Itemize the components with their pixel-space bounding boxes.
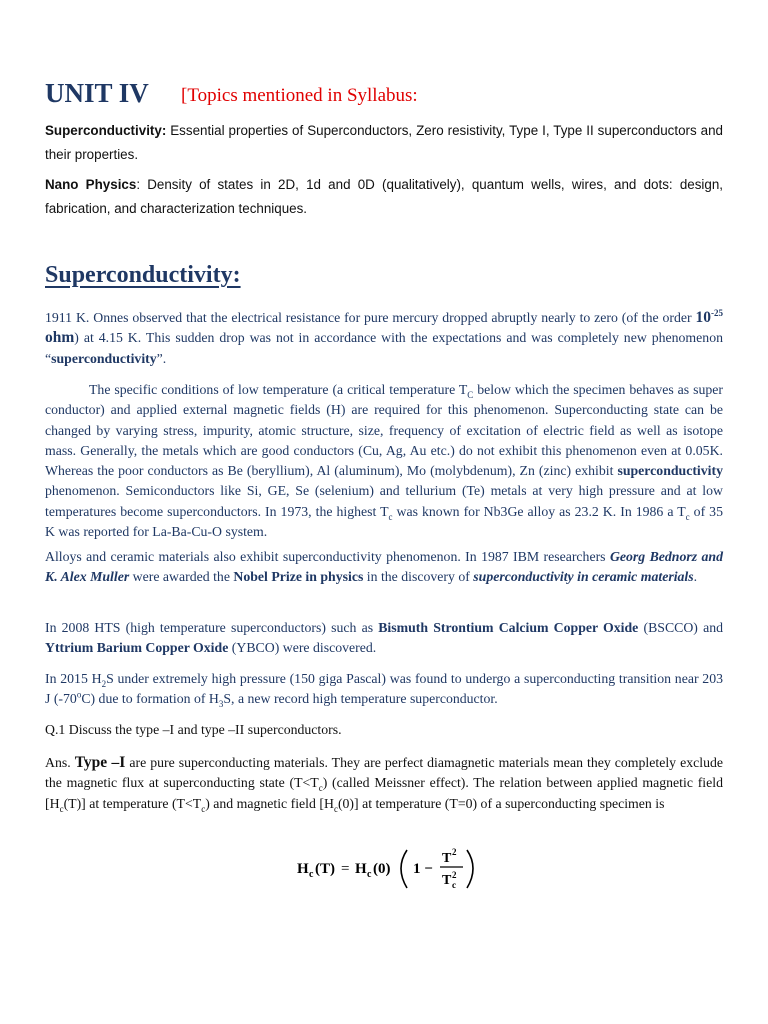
type-label: Type –I bbox=[74, 754, 126, 771]
text: are pure superconducting materials. They are perfect diamagnetic materials mean they completely exclude the magnetic flux at superconducting state (T<T bbox=[45, 755, 723, 791]
formula-num-sup: 2 bbox=[452, 847, 457, 857]
unit-header bbox=[45, 78, 723, 118]
paragraph-ceramics bbox=[45, 547, 723, 588]
text: S, a new record high temperature superconductor. bbox=[223, 691, 498, 707]
syllabus-nano-text: : Density of states in 2D, 1d and 0D (qualitatively), quantum wells, wires, and dots: design, fabrication, and characterization techniques. bbox=[45, 177, 723, 216]
term-superconductivity: superconductivity bbox=[51, 350, 157, 366]
text: In 2008 HTS (high temperature superconductors) such as bbox=[45, 620, 379, 635]
topics-label: [Topics mentioned in Syllabus: bbox=[181, 85, 418, 106]
text: Alloys and ceramic materials also exhibit superconductivity phenomenon. In 1987 IBM researchers bbox=[45, 549, 610, 564]
discovery: superconductivity in ceramic materials bbox=[473, 569, 694, 585]
text: The specific conditions of low temperature (a critical temperature T bbox=[89, 382, 468, 397]
unit-title: UNIT IV bbox=[45, 78, 149, 108]
syllabus-nano-physics bbox=[45, 173, 723, 221]
syllabus-nano-label: Nano Physics bbox=[45, 177, 137, 192]
text: ) (called Meissner effect). The relation between applied magnetic field [H bbox=[45, 775, 723, 811]
ans-label: Ans. bbox=[45, 755, 75, 770]
exponent: -25 bbox=[711, 307, 723, 318]
formula-den-sub: c bbox=[452, 880, 456, 890]
paragraph-h2s bbox=[45, 669, 723, 710]
nobel-prize: Nobel Prize in physics bbox=[233, 569, 364, 585]
text: ) at 4.15 K. This sudden drop was not in accordance with the expectations and was completely new phenomenon “ bbox=[45, 330, 723, 366]
text: phenomenon. Semiconductors like Si, GE, Se (selenium) and tellurium (Te) metals at very high pressure and at low temperatures become superconductors. In 1973, the highest T bbox=[45, 483, 723, 519]
syllabus-superconductivity bbox=[45, 119, 723, 167]
text: of 35 K was reported for La-Ba-Cu-O system. bbox=[45, 503, 723, 540]
syllabus-superconductivity-label: Superconductivity: bbox=[45, 123, 167, 138]
paragraph-history bbox=[45, 308, 723, 369]
formula-right-paren bbox=[467, 850, 473, 888]
formula-denominator: T bbox=[442, 873, 452, 888]
text: in the discovery of bbox=[363, 569, 474, 585]
formula-den-sup: 2 bbox=[452, 870, 457, 880]
ybco: Yttrium Barium Copper Oxide bbox=[45, 640, 229, 656]
text: were awarded the bbox=[129, 569, 234, 585]
formula-one-minus: 1 − bbox=[413, 861, 433, 877]
subscript: c bbox=[201, 803, 206, 814]
text: (T)] at temperature (T<T bbox=[63, 795, 202, 811]
text: C) due to formation of H bbox=[81, 691, 219, 707]
formula-rhs-arg: (0) bbox=[373, 861, 391, 877]
text: was known for Nb3Ge alloy as 23.2 K. In 1986 a T bbox=[392, 503, 686, 519]
text: In 2015 H bbox=[45, 671, 102, 686]
text: ) and magnetic field [H bbox=[205, 795, 334, 811]
text: ohm bbox=[45, 329, 75, 347]
paragraph-conditions bbox=[45, 380, 723, 542]
critical-field-formula bbox=[295, 836, 535, 896]
text: (YBCO) were discovered. bbox=[228, 640, 377, 656]
text: (BSCCO) and bbox=[638, 620, 723, 635]
formula-lhs-sub: c bbox=[309, 869, 314, 880]
subscript: C bbox=[467, 389, 474, 400]
answer bbox=[45, 753, 723, 814]
term-superconductivity: superconductivity bbox=[617, 463, 723, 479]
text: 10 bbox=[695, 309, 711, 326]
text: below which the specimen behaves as super conductor) and applied external magnetic fields (H) are required for this phenomenon. Superconducting state can be changed by varying stress, impurity, atomic structure, size, frequency of excitation of electric field as well as isotope mass. Generally, the metals which are good conductors (Cu, Ag, Au etc.) do not exhibit this phenomenon even at 0.05K. Whereas the poor conductors as Be (beryllium), Al (aluminum), Mo (molybdenum), Zn (zinc) exhibit bbox=[45, 382, 723, 479]
researcher-names: Georg Bednorz and K. Alex Muller bbox=[45, 549, 723, 585]
question: Q.1 Discuss the type –I and type –II superconductors. bbox=[45, 722, 342, 737]
formula-left-paren bbox=[401, 850, 407, 888]
subscript: c bbox=[318, 783, 323, 794]
bscco: Bismuth Strontium Calcium Copper Oxide bbox=[378, 620, 639, 635]
text: ”. bbox=[156, 350, 167, 366]
formula-numerator: T bbox=[442, 851, 452, 866]
formula-rhs: H bbox=[355, 861, 367, 877]
text: S under extremely high pressure (150 giga Pascal) was found to undergo a superconducting transition near 203 J (-70 bbox=[45, 671, 723, 707]
formula-equals: = bbox=[341, 861, 350, 877]
syllabus-superconductivity-text: Essential properties of Superconductors, Zero resistivity, Type I, Type II superconductors and their properties. bbox=[45, 123, 723, 162]
text: . bbox=[693, 569, 698, 585]
subscript: c bbox=[685, 511, 690, 522]
degree: o bbox=[76, 689, 82, 700]
subscript: c bbox=[59, 803, 64, 814]
subscript: c bbox=[388, 511, 393, 522]
subscript: 2 bbox=[101, 678, 107, 689]
formula-rhs-sub: c bbox=[367, 869, 372, 880]
subscript: 3 bbox=[218, 699, 224, 710]
text: (0)] at temperature (T=0) of a superconducting specimen is bbox=[337, 795, 665, 811]
subscript: c bbox=[333, 803, 338, 814]
formula-lhs: H bbox=[297, 861, 309, 877]
section-heading: Superconductivity: bbox=[45, 262, 241, 288]
formula-lhs-arg: (T) bbox=[315, 861, 335, 877]
paragraph-hts bbox=[45, 618, 723, 659]
text: 1911 K. Onnes observed that the electrical resistance for pure mercury dropped abruptly nearly to zero (of the order bbox=[45, 310, 696, 325]
